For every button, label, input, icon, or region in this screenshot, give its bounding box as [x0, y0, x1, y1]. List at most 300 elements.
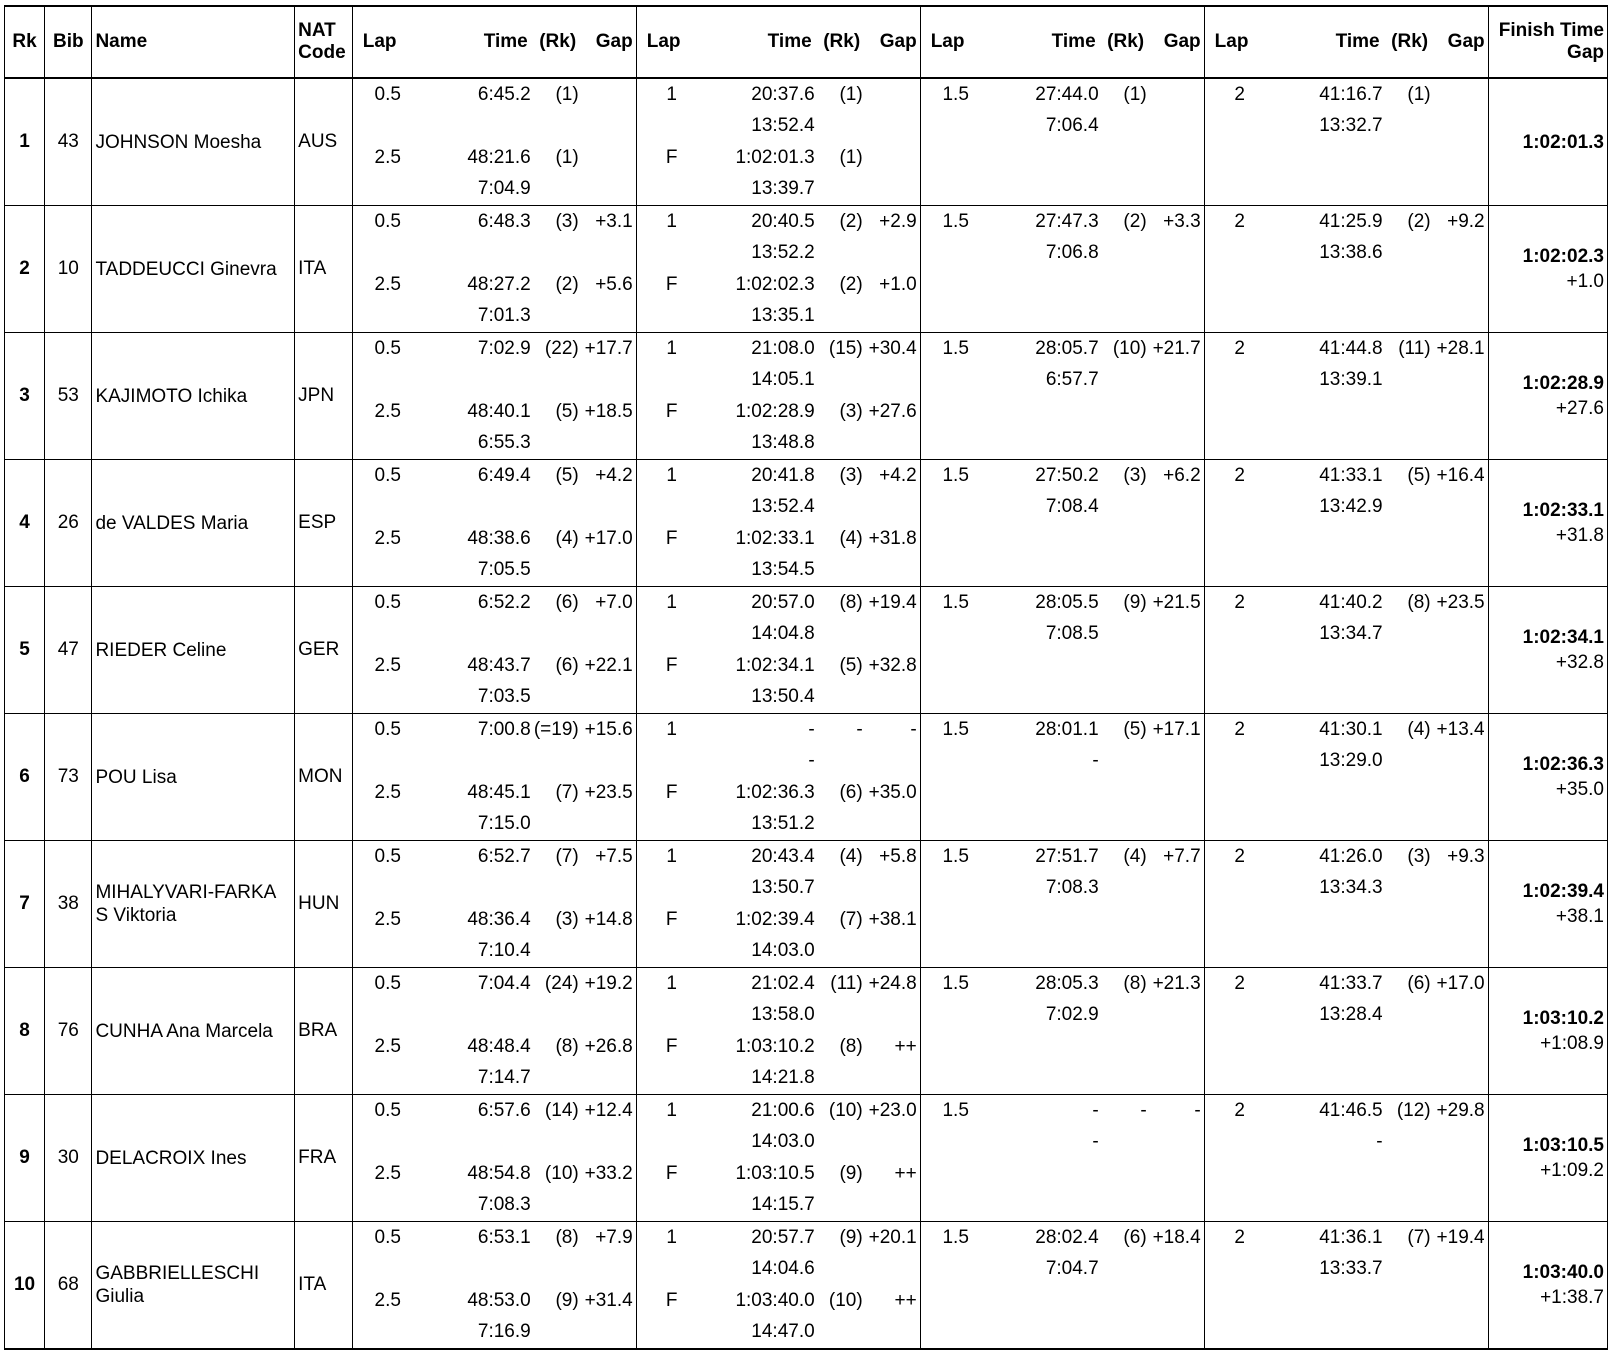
- lap-label: 1: [666, 338, 677, 359]
- split-time: 13:34.3: [1319, 877, 1383, 898]
- lap-label: 2: [1234, 1100, 1245, 1121]
- lap-label: 2.5: [374, 1290, 401, 1311]
- header-lap: Lap: [362, 31, 397, 52]
- header-rank: (Rk): [823, 31, 861, 52]
- lap-time: 28:01.1: [1035, 719, 1099, 740]
- header-gap: Gap: [879, 31, 917, 52]
- lap-label: 1: [666, 719, 677, 740]
- lap-rank: (6): [839, 782, 863, 803]
- header-rank: (Rk): [1107, 31, 1145, 52]
- lap-gap: +3.1: [595, 211, 633, 232]
- split-time: 13:52.2: [751, 242, 815, 263]
- lap-time: 48:27.2: [467, 274, 531, 295]
- bib-cell: 30: [45, 1095, 92, 1222]
- split-time: 7:15.0: [477, 813, 531, 834]
- lap-gap: +17.0: [1436, 973, 1485, 994]
- bib-cell: 47: [45, 587, 92, 714]
- finish-gap: +1:08.9: [1540, 1033, 1604, 1054]
- finish-cell: [1488, 587, 1607, 714]
- finish-time: 1:03:10.5: [1522, 1135, 1604, 1156]
- lap-time: 6:53.1: [477, 1227, 531, 1248]
- finish-cell: [1488, 1095, 1607, 1222]
- lap-label: F: [665, 147, 678, 168]
- segment-2: [636, 333, 920, 460]
- lap-time: 6:52.7: [477, 846, 531, 867]
- lap-time: 48:53.0: [467, 1290, 531, 1311]
- segment-3: [920, 460, 1204, 587]
- split-time: 13:52.4: [751, 115, 815, 136]
- lap-rank: (11): [830, 973, 863, 994]
- split-time: 14:21.8: [751, 1067, 815, 1088]
- header-lap: Lap: [646, 31, 681, 52]
- finish-cell: [1488, 714, 1607, 841]
- lap-gap: +2.9: [879, 211, 917, 232]
- lap-time: 27:44.0: [1035, 84, 1099, 105]
- lap-rank: (6): [1407, 973, 1431, 994]
- lap-gap: +7.0: [595, 592, 633, 613]
- finish-time: 1:03:10.2: [1522, 1008, 1604, 1029]
- lap-rank: (3): [1407, 846, 1431, 867]
- lap-gap: +17.0: [584, 528, 633, 549]
- lap-gap: +23.5: [1436, 592, 1485, 613]
- segment-4: [1204, 206, 1488, 333]
- lap-gap: +18.4: [1152, 1227, 1201, 1248]
- segment-3: [920, 206, 1204, 333]
- lap-label: 1.5: [942, 211, 969, 232]
- lap-rank: (9): [555, 1290, 579, 1311]
- lap-label: 1.5: [942, 1100, 969, 1121]
- lap-rank: (5): [1123, 719, 1147, 740]
- lap-time: 21:00.6: [751, 1100, 815, 1121]
- split-time: 13:32.7: [1319, 115, 1383, 136]
- athlete-name: POU Lisa: [92, 714, 295, 841]
- segment-4: [1204, 1095, 1488, 1222]
- lap-label: 2.5: [374, 655, 401, 676]
- rank-cell: 3: [5, 333, 45, 460]
- lap-rank: -: [856, 719, 863, 740]
- lap-gap: +21.5: [1152, 592, 1201, 613]
- lap-time: 48:40.1: [467, 401, 531, 422]
- header-finish-time: Finish Time: [1498, 20, 1604, 41]
- lap-rank: (3): [555, 211, 579, 232]
- rank-cell: 6: [5, 714, 45, 841]
- finish-cell: [1488, 1222, 1607, 1350]
- lap-rank: (3): [555, 909, 579, 930]
- lap-rank: -: [1140, 1100, 1147, 1121]
- lap-time: 1:03:10.2: [735, 1036, 815, 1057]
- lap-time: 7:00.8: [477, 719, 531, 740]
- lap-label: F: [665, 274, 678, 295]
- bib-cell: 73: [45, 714, 92, 841]
- lap-rank: (3): [1123, 465, 1147, 486]
- segment-2: [636, 460, 920, 587]
- lap-rank: (3): [839, 401, 863, 422]
- lap-time: 48:48.4: [467, 1036, 531, 1057]
- lap-rank: (4): [839, 528, 863, 549]
- lap-time: 1:02:33.1: [735, 528, 815, 549]
- lap-gap: +23.0: [868, 1100, 917, 1121]
- segment-2: [636, 206, 920, 333]
- header-time: Time: [483, 31, 528, 52]
- header-code: Code: [298, 42, 346, 63]
- lap-rank: (4): [1407, 719, 1431, 740]
- finish-time: 1:02:02.3: [1522, 246, 1604, 267]
- lap-time: 41:16.7: [1319, 84, 1383, 105]
- athlete-name: JOHNSON Moesha: [92, 78, 295, 206]
- finish-gap: +35.0: [1555, 779, 1604, 800]
- lap-label: 2.5: [374, 528, 401, 549]
- header-rk: Rk: [5, 6, 45, 78]
- lap-time: 20:57.0: [751, 592, 815, 613]
- finish-time: 1:03:40.0: [1522, 1262, 1604, 1283]
- lap-label: 2: [1234, 465, 1245, 486]
- nat-code: ITA: [295, 1222, 353, 1350]
- athlete-name-line: Giulia: [95, 1286, 145, 1307]
- rank-cell: 10: [5, 1222, 45, 1350]
- header-segment-1: [352, 6, 636, 78]
- lap-gap: +19.4: [1436, 1227, 1485, 1248]
- bib-cell: 26: [45, 460, 92, 587]
- lap-rank: (9): [1123, 592, 1147, 613]
- lap-label: F: [665, 1163, 678, 1184]
- lap-gap: +17.7: [584, 338, 633, 359]
- segment-1: [352, 1222, 636, 1350]
- lap-gap: +9.2: [1447, 211, 1485, 232]
- lap-rank: (2): [839, 211, 863, 232]
- lap-label: 1: [666, 1100, 677, 1121]
- lap-rank: (4): [1123, 846, 1147, 867]
- nat-code: GER: [295, 587, 353, 714]
- lap-gap: +7.9: [595, 1227, 633, 1248]
- table-row: [5, 206, 1608, 333]
- finish-cell: [1488, 206, 1607, 333]
- lap-time: 21:02.4: [751, 973, 815, 994]
- split-time: 13:42.9: [1319, 496, 1383, 517]
- header-lap: Lap: [1214, 31, 1249, 52]
- table-row: [5, 587, 1608, 714]
- lap-label: 1.5: [942, 465, 969, 486]
- segment-4: [1204, 968, 1488, 1095]
- lap-time: 27:50.2: [1035, 465, 1099, 486]
- lap-label: 1.5: [942, 973, 969, 994]
- segment-2: [636, 1095, 920, 1222]
- lap-rank: (15): [828, 338, 863, 359]
- table-header: [5, 6, 1608, 78]
- lap-rank: (8): [555, 1036, 579, 1057]
- finish-time: 1:02:01.3: [1522, 131, 1604, 153]
- table-row: [5, 841, 1608, 968]
- lap-time: 28:05.7: [1035, 338, 1099, 359]
- lap-time: 41:26.0: [1319, 846, 1383, 867]
- split-time: 13:52.4: [751, 496, 815, 517]
- bib-cell: 38: [45, 841, 92, 968]
- lap-label: 2.5: [374, 782, 401, 803]
- finish-gap: +1:38.7: [1540, 1287, 1604, 1308]
- lap-rank: (8): [839, 1036, 863, 1057]
- lap-time: 6:52.2: [477, 592, 531, 613]
- lap-time: 48:45.1: [467, 782, 531, 803]
- segment-4: [1204, 587, 1488, 714]
- lap-rank: (1): [839, 147, 863, 168]
- header-rank: (Rk): [539, 31, 577, 52]
- lap-rank: (2): [839, 274, 863, 295]
- lap-gap: +28.1: [1436, 338, 1485, 359]
- lap-rank: (4): [839, 846, 863, 867]
- finish-time: 1:02:36.3: [1522, 754, 1604, 775]
- lap-label: 2: [1234, 211, 1245, 232]
- lap-label: 0.5: [374, 1100, 401, 1121]
- rank-cell: 8: [5, 968, 45, 1095]
- split-time: 7:05.5: [477, 559, 531, 580]
- split-time: 13:33.7: [1319, 1258, 1383, 1279]
- lap-rank: (8): [1407, 592, 1431, 613]
- lap-time: 27:47.3: [1035, 211, 1099, 232]
- lap-time: 6:45.2: [477, 84, 531, 105]
- lap-gap: +18.5: [584, 401, 633, 422]
- lap-time: 48:54.8: [467, 1163, 531, 1184]
- table-body: [5, 78, 1608, 1349]
- nat-code: HUN: [295, 841, 353, 968]
- lap-time: 28:05.3: [1035, 973, 1099, 994]
- lap-gap: -: [910, 719, 917, 740]
- split-time: 13:54.5: [751, 559, 815, 580]
- segment-3: [920, 78, 1204, 206]
- lap-label: 2: [1234, 338, 1245, 359]
- split-time: 6:55.3: [477, 432, 531, 453]
- segment-1: [352, 1095, 636, 1222]
- lap-gap: +5.6: [595, 274, 633, 295]
- lap-time: 41:36.1: [1319, 1227, 1383, 1248]
- lap-rank: (6): [555, 655, 579, 676]
- lap-rank: (12): [1396, 1100, 1431, 1121]
- finish-gap: +27.6: [1555, 398, 1604, 419]
- lap-gap: -: [1194, 1100, 1201, 1121]
- lap-label: F: [665, 401, 678, 422]
- lap-label: 2: [1234, 84, 1245, 105]
- lap-label: F: [665, 1290, 678, 1311]
- lap-label: 1: [666, 973, 677, 994]
- lap-gap: +4.2: [879, 465, 917, 486]
- athlete-name-line: S Viktoria: [95, 905, 177, 926]
- split-time: 7:02.9: [1045, 1004, 1099, 1025]
- finish-gap: +1:09.2: [1540, 1160, 1604, 1181]
- lap-time: 41:44.8: [1319, 338, 1383, 359]
- header-segment-2: [636, 6, 920, 78]
- lap-label: 0.5: [374, 211, 401, 232]
- segment-3: [920, 1095, 1204, 1222]
- lap-time: 6:48.3: [477, 211, 531, 232]
- lap-rank: (=19): [533, 719, 579, 740]
- segment-2: [636, 587, 920, 714]
- lap-gap: +4.2: [595, 465, 633, 486]
- lap-gap: +30.4: [868, 338, 917, 359]
- split-time: 7:03.5: [477, 686, 531, 707]
- lap-time: 28:02.4: [1035, 1227, 1099, 1248]
- split-time: 13:58.0: [751, 1004, 815, 1025]
- header-gap: Gap: [1163, 31, 1201, 52]
- nat-code: ITA: [295, 206, 353, 333]
- finish-time: 1:02:28.9: [1522, 373, 1604, 394]
- finish-cell: [1488, 968, 1607, 1095]
- results-table: [4, 5, 1608, 1350]
- lap-label: 1: [666, 211, 677, 232]
- lap-rank: (6): [1123, 1227, 1147, 1248]
- header-finish-gap: Gap: [1567, 42, 1604, 63]
- lap-gap: +22.1: [584, 655, 633, 676]
- lap-gap: ++: [894, 1290, 917, 1311]
- header-time: Time: [1335, 31, 1380, 52]
- lap-rank: (8): [555, 1227, 579, 1248]
- segment-2: [636, 78, 920, 206]
- rank-cell: 2: [5, 206, 45, 333]
- lap-time: 6:49.4: [477, 465, 531, 486]
- segment-3: [920, 841, 1204, 968]
- split-time: -: [1376, 1131, 1383, 1152]
- finish-time: 1:02:34.1: [1522, 627, 1604, 648]
- bib-cell: 43: [45, 78, 92, 206]
- table-row: [5, 78, 1608, 206]
- lap-time: 20:40.5: [751, 211, 815, 232]
- table-row: [5, 460, 1608, 587]
- lap-time: -: [808, 719, 815, 740]
- segment-4: [1204, 333, 1488, 460]
- lap-label: 2: [1234, 592, 1245, 613]
- lap-time: 48:43.7: [467, 655, 531, 676]
- segment-3: [920, 968, 1204, 1095]
- rank-cell: 5: [5, 587, 45, 714]
- lap-gap: +21.3: [1152, 973, 1201, 994]
- split-time: 14:03.0: [751, 1131, 815, 1152]
- split-time: 13:38.6: [1319, 242, 1383, 263]
- lap-time: 1:02:34.1: [735, 655, 815, 676]
- lap-rank: (1): [839, 84, 863, 105]
- segment-4: [1204, 1222, 1488, 1350]
- header-gap: Gap: [595, 31, 633, 52]
- finish-cell: [1488, 841, 1607, 968]
- lap-gap: +33.2: [584, 1163, 633, 1184]
- lap-label: 0.5: [374, 719, 401, 740]
- header-rank: (Rk): [1391, 31, 1429, 52]
- lap-time: 41:25.9: [1319, 211, 1383, 232]
- segment-3: [920, 333, 1204, 460]
- lap-label: 1.5: [942, 592, 969, 613]
- lap-label: 2.5: [374, 909, 401, 930]
- lap-label: F: [665, 782, 678, 803]
- lap-label: 0.5: [374, 338, 401, 359]
- lap-label: 2: [1234, 846, 1245, 867]
- segment-3: [920, 587, 1204, 714]
- nat-code: JPN: [295, 333, 353, 460]
- lap-label: F: [665, 909, 678, 930]
- lap-gap: +31.8: [868, 528, 917, 549]
- lap-time: 41:33.1: [1319, 465, 1383, 486]
- split-time: 7:08.4: [1045, 496, 1099, 517]
- lap-label: 1: [666, 592, 677, 613]
- lap-time: 48:21.6: [467, 147, 531, 168]
- lap-gap: +16.4: [1436, 465, 1485, 486]
- athlete-name: DELACROIX Ines: [92, 1095, 295, 1222]
- segment-3: [920, 1222, 1204, 1350]
- lap-rank: (11): [1398, 338, 1431, 359]
- segment-2: [636, 1222, 920, 1350]
- athlete-name-line: MIHALYVARI-FARKA: [95, 882, 277, 903]
- split-time: -: [808, 750, 815, 771]
- split-time: 7:08.3: [1045, 877, 1099, 898]
- lap-time: 41:33.7: [1319, 973, 1383, 994]
- lap-label: 1: [666, 465, 677, 486]
- lap-label: 1.5: [942, 338, 969, 359]
- header-finish: [1488, 6, 1607, 78]
- lap-time: 20:43.4: [751, 846, 815, 867]
- split-time: 14:03.0: [751, 940, 815, 961]
- bib-cell: 68: [45, 1222, 92, 1350]
- header-nat: NAT: [298, 20, 336, 41]
- header-name: Name: [92, 6, 295, 78]
- lap-gap: +32.8: [868, 655, 917, 676]
- lap-rank: (5): [555, 465, 579, 486]
- nat-code: MON: [295, 714, 353, 841]
- lap-gap: +6.2: [1163, 465, 1201, 486]
- segment-1: [352, 333, 636, 460]
- lap-time: -: [1092, 1100, 1099, 1121]
- segment-4: [1204, 78, 1488, 206]
- lap-gap: +35.0: [868, 782, 917, 803]
- segment-1: [352, 714, 636, 841]
- finish-cell: [1488, 333, 1607, 460]
- segment-1: [352, 968, 636, 1095]
- split-time: 13:50.7: [751, 877, 815, 898]
- lap-label: 0.5: [374, 846, 401, 867]
- split-time: 14:04.6: [751, 1258, 815, 1279]
- split-time: 13:50.4: [751, 686, 815, 707]
- lap-label: F: [665, 528, 678, 549]
- lap-gap: +13.4: [1436, 719, 1485, 740]
- lap-rank: (2): [555, 274, 579, 295]
- lap-label: F: [665, 1036, 678, 1057]
- split-time: 7:08.3: [477, 1194, 531, 1215]
- segment-1: [352, 587, 636, 714]
- athlete-name: RIEDER Celine: [92, 587, 295, 714]
- split-time: 13:39.1: [1319, 369, 1383, 390]
- segment-1: [352, 206, 636, 333]
- lap-rank: (7): [1407, 1227, 1431, 1248]
- lap-time: 1:02:28.9: [735, 401, 815, 422]
- split-time: 13:51.2: [751, 813, 815, 834]
- header-lap: Lap: [930, 31, 965, 52]
- lap-label: 1.5: [942, 846, 969, 867]
- lap-label: F: [665, 655, 678, 676]
- lap-time: 1:02:02.3: [735, 274, 815, 295]
- lap-gap: +38.1: [868, 909, 917, 930]
- lap-time: 41:30.1: [1319, 719, 1383, 740]
- lap-label: 2.5: [374, 1036, 401, 1057]
- athlete-name: de VALDES Maria: [92, 460, 295, 587]
- segment-1: [352, 460, 636, 587]
- lap-gap: +27.6: [868, 401, 917, 422]
- lap-gap: +15.6: [584, 719, 633, 740]
- split-time: 7:06.8: [1045, 242, 1099, 263]
- finish-time: 1:02:39.4: [1522, 881, 1604, 902]
- bib-cell: 10: [45, 206, 92, 333]
- split-time: 7:06.4: [1045, 115, 1099, 136]
- segment-1: [352, 78, 636, 206]
- lap-rank: (9): [839, 1163, 863, 1184]
- lap-rank: (5): [555, 401, 579, 422]
- lap-gap: +3.3: [1163, 211, 1201, 232]
- rank-cell: 9: [5, 1095, 45, 1222]
- lap-label: 0.5: [374, 1227, 401, 1248]
- lap-label: 2.5: [374, 1163, 401, 1184]
